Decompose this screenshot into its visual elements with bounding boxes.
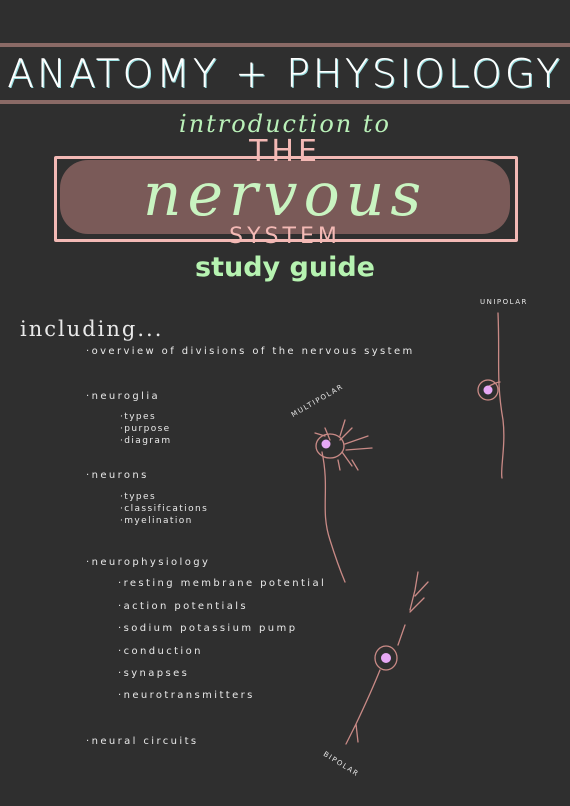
neuroglia-sub-item: ·diagram: [120, 436, 172, 446]
neuroglia-sub-item: ·purpose: [120, 424, 171, 434]
study-guide-text: study guide: [195, 252, 375, 283]
neurons-sub-item: ·types: [120, 492, 157, 502]
neurophys-sub-item: ·conduction: [118, 646, 203, 657]
multipolar-neuron-axon: [322, 452, 345, 582]
topic-neural-circuits: ·neural circuits: [86, 736, 199, 747]
page-title: ANATOMY + PHYSIOLOGY: [7, 52, 563, 97]
label-bipolar: BIPOLAR: [321, 750, 361, 779]
bipolar-neuron-dendrites: [398, 572, 428, 645]
bipolar-nucleus: [381, 653, 391, 663]
neurophys-sub-item: ·neurotransmitters: [118, 690, 255, 701]
neurophys-sub-item: ·action potentials: [118, 601, 249, 612]
including-heading: including...: [20, 317, 164, 341]
neurophys-sub-item: ·resting membrane potential: [118, 578, 327, 589]
label-unipolar: UNIPOLAR: [480, 298, 528, 306]
topic-neurons: ·neurons: [86, 470, 149, 481]
topic-neurophysiology: ·neurophysiology: [86, 557, 211, 568]
multipolar-nucleus: [322, 440, 331, 449]
neuroglia-sub-item: ·types: [120, 412, 157, 422]
neurons-sub-item: ·classifications: [120, 504, 209, 514]
neurophys-sub-item: ·sodium potassium pump: [118, 623, 298, 634]
the-text: THE: [249, 134, 321, 169]
unipolar-neuron-axon: [498, 313, 504, 478]
intro-text: introduction to: [179, 110, 391, 138]
topic-overview: ·overview of divisions of the nervous system: [86, 346, 415, 357]
topic-neuroglia: ·neuroglia: [86, 391, 161, 402]
bipolar-neuron-axon: [346, 670, 380, 744]
neurophys-sub-item: ·synapses: [118, 668, 190, 679]
system-text: SYSTEM: [229, 224, 341, 249]
neurons-sub-item: ·myelination: [120, 516, 193, 526]
label-multipolar: MULTIPOLAR: [290, 382, 346, 419]
nervous-text: nervous: [142, 160, 428, 230]
unipolar-nucleus: [484, 386, 493, 395]
